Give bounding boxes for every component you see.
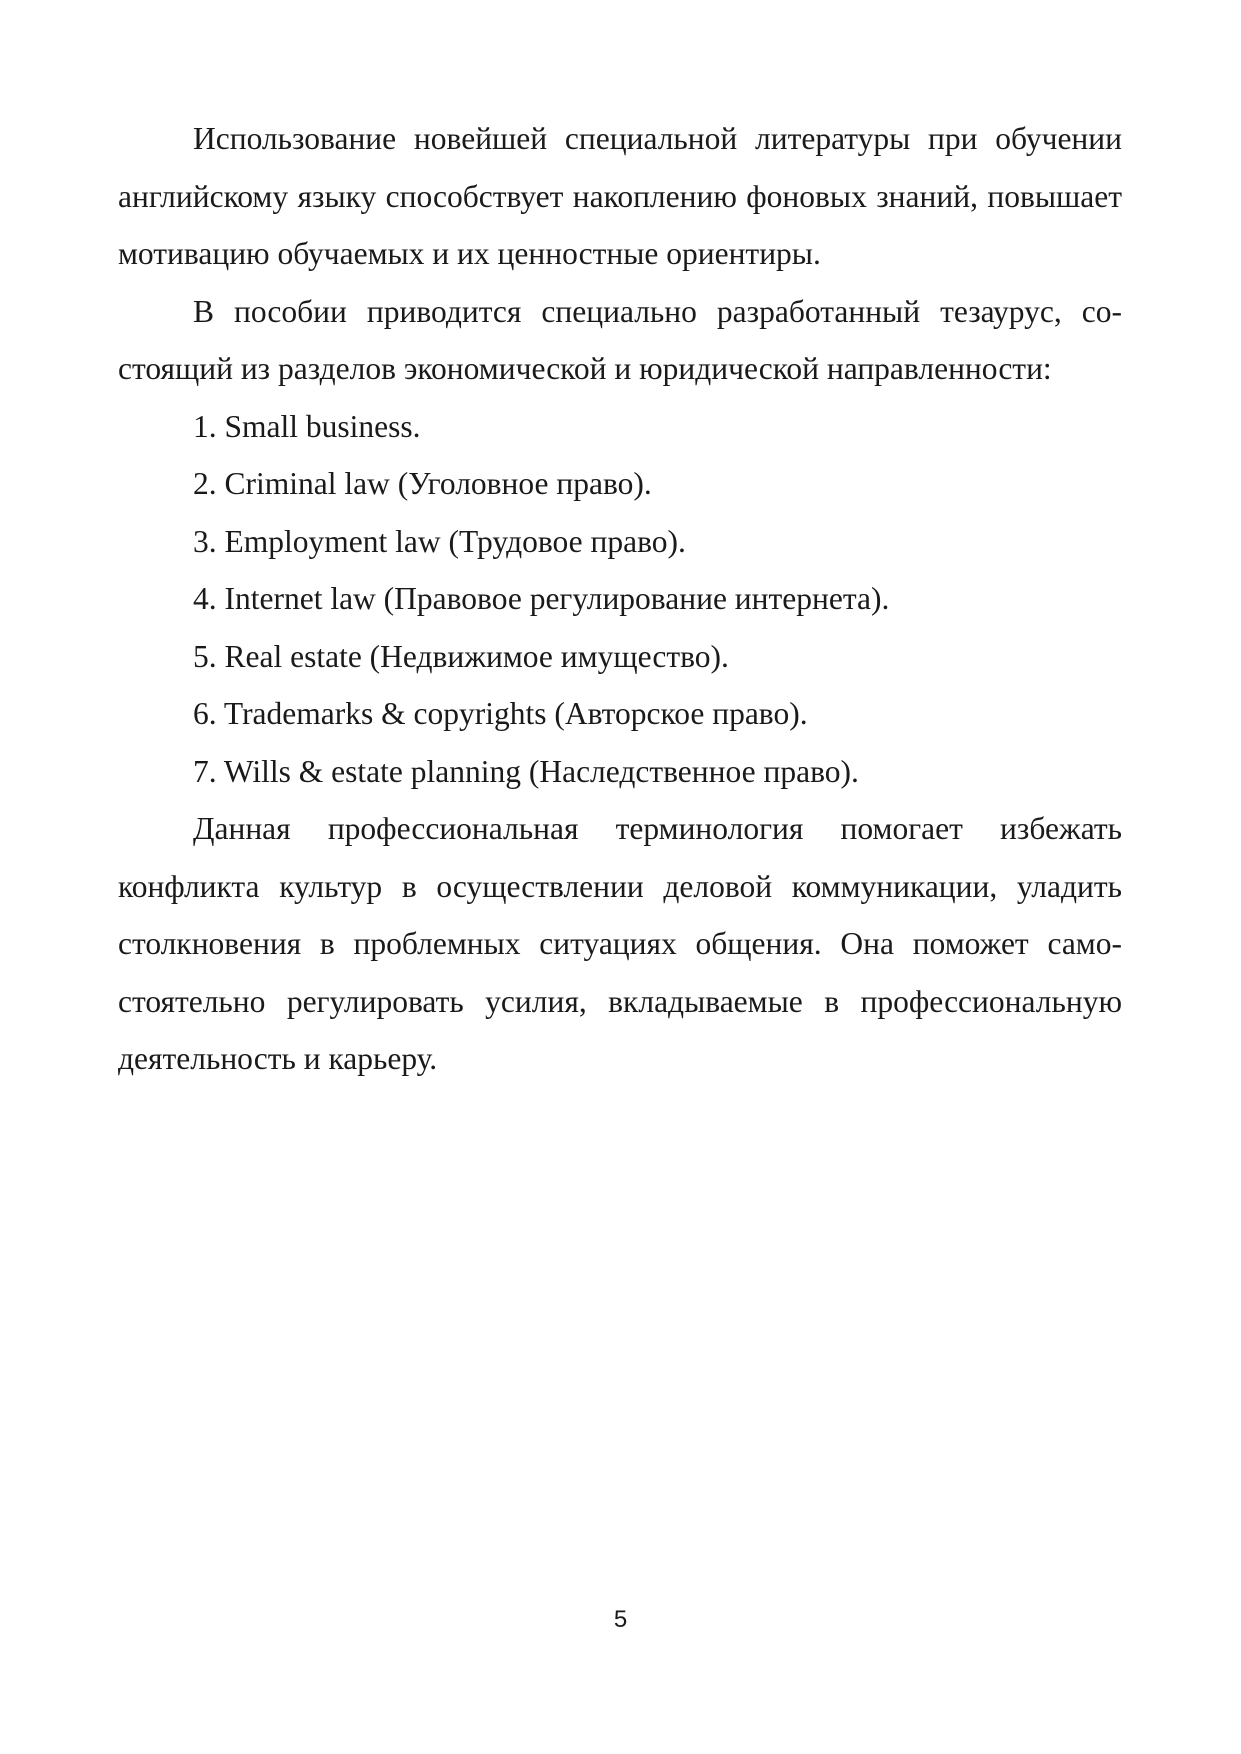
list-item: 2. Criminal law (Уголовное право). bbox=[193, 466, 652, 501]
page-number: 5 bbox=[613, 1606, 628, 1633]
list-item: 3. Employment law (Трудовое право). bbox=[193, 523, 686, 559]
list-item: 6. Trademarks & copyrights (Авторское право). bbox=[193, 696, 808, 731]
list-item: 7. Wills & estate planning (Наследственное право). bbox=[193, 753, 859, 789]
list-item: 5. Real estate (Недвижимое имущество). bbox=[193, 638, 729, 674]
list-item: 4. Internet law (Правовое регулирование интернета). bbox=[193, 581, 890, 616]
document-body bbox=[118, 110, 1122, 1088]
list-item: 1. Small business. bbox=[193, 408, 421, 444]
thesaurus-sections-list bbox=[118, 398, 1122, 801]
paragraph-intro: Использование новейшей специальной литературы при обучении английскому языку способствует накоплению фоновых знаний, повышает мотивацию обучаемых и их ценностные ориентиры. bbox=[118, 121, 1122, 271]
paragraph-conclusion: Данная профессиональная терминология помогает избежать конфликта культур в осуществлении деловой коммуникации, уладить столкновения в проблемных ситуациях общения. Она поможет самостоятельно регулировать усилия, вкладываемые в профессиональную деятельность и карьеру. bbox=[118, 811, 1122, 1076]
paragraph-thesaurus: В пособии приводится специально разработанный тезаурус, состоящий из разделов экономической и юридической направленности: bbox=[118, 293, 1122, 386]
